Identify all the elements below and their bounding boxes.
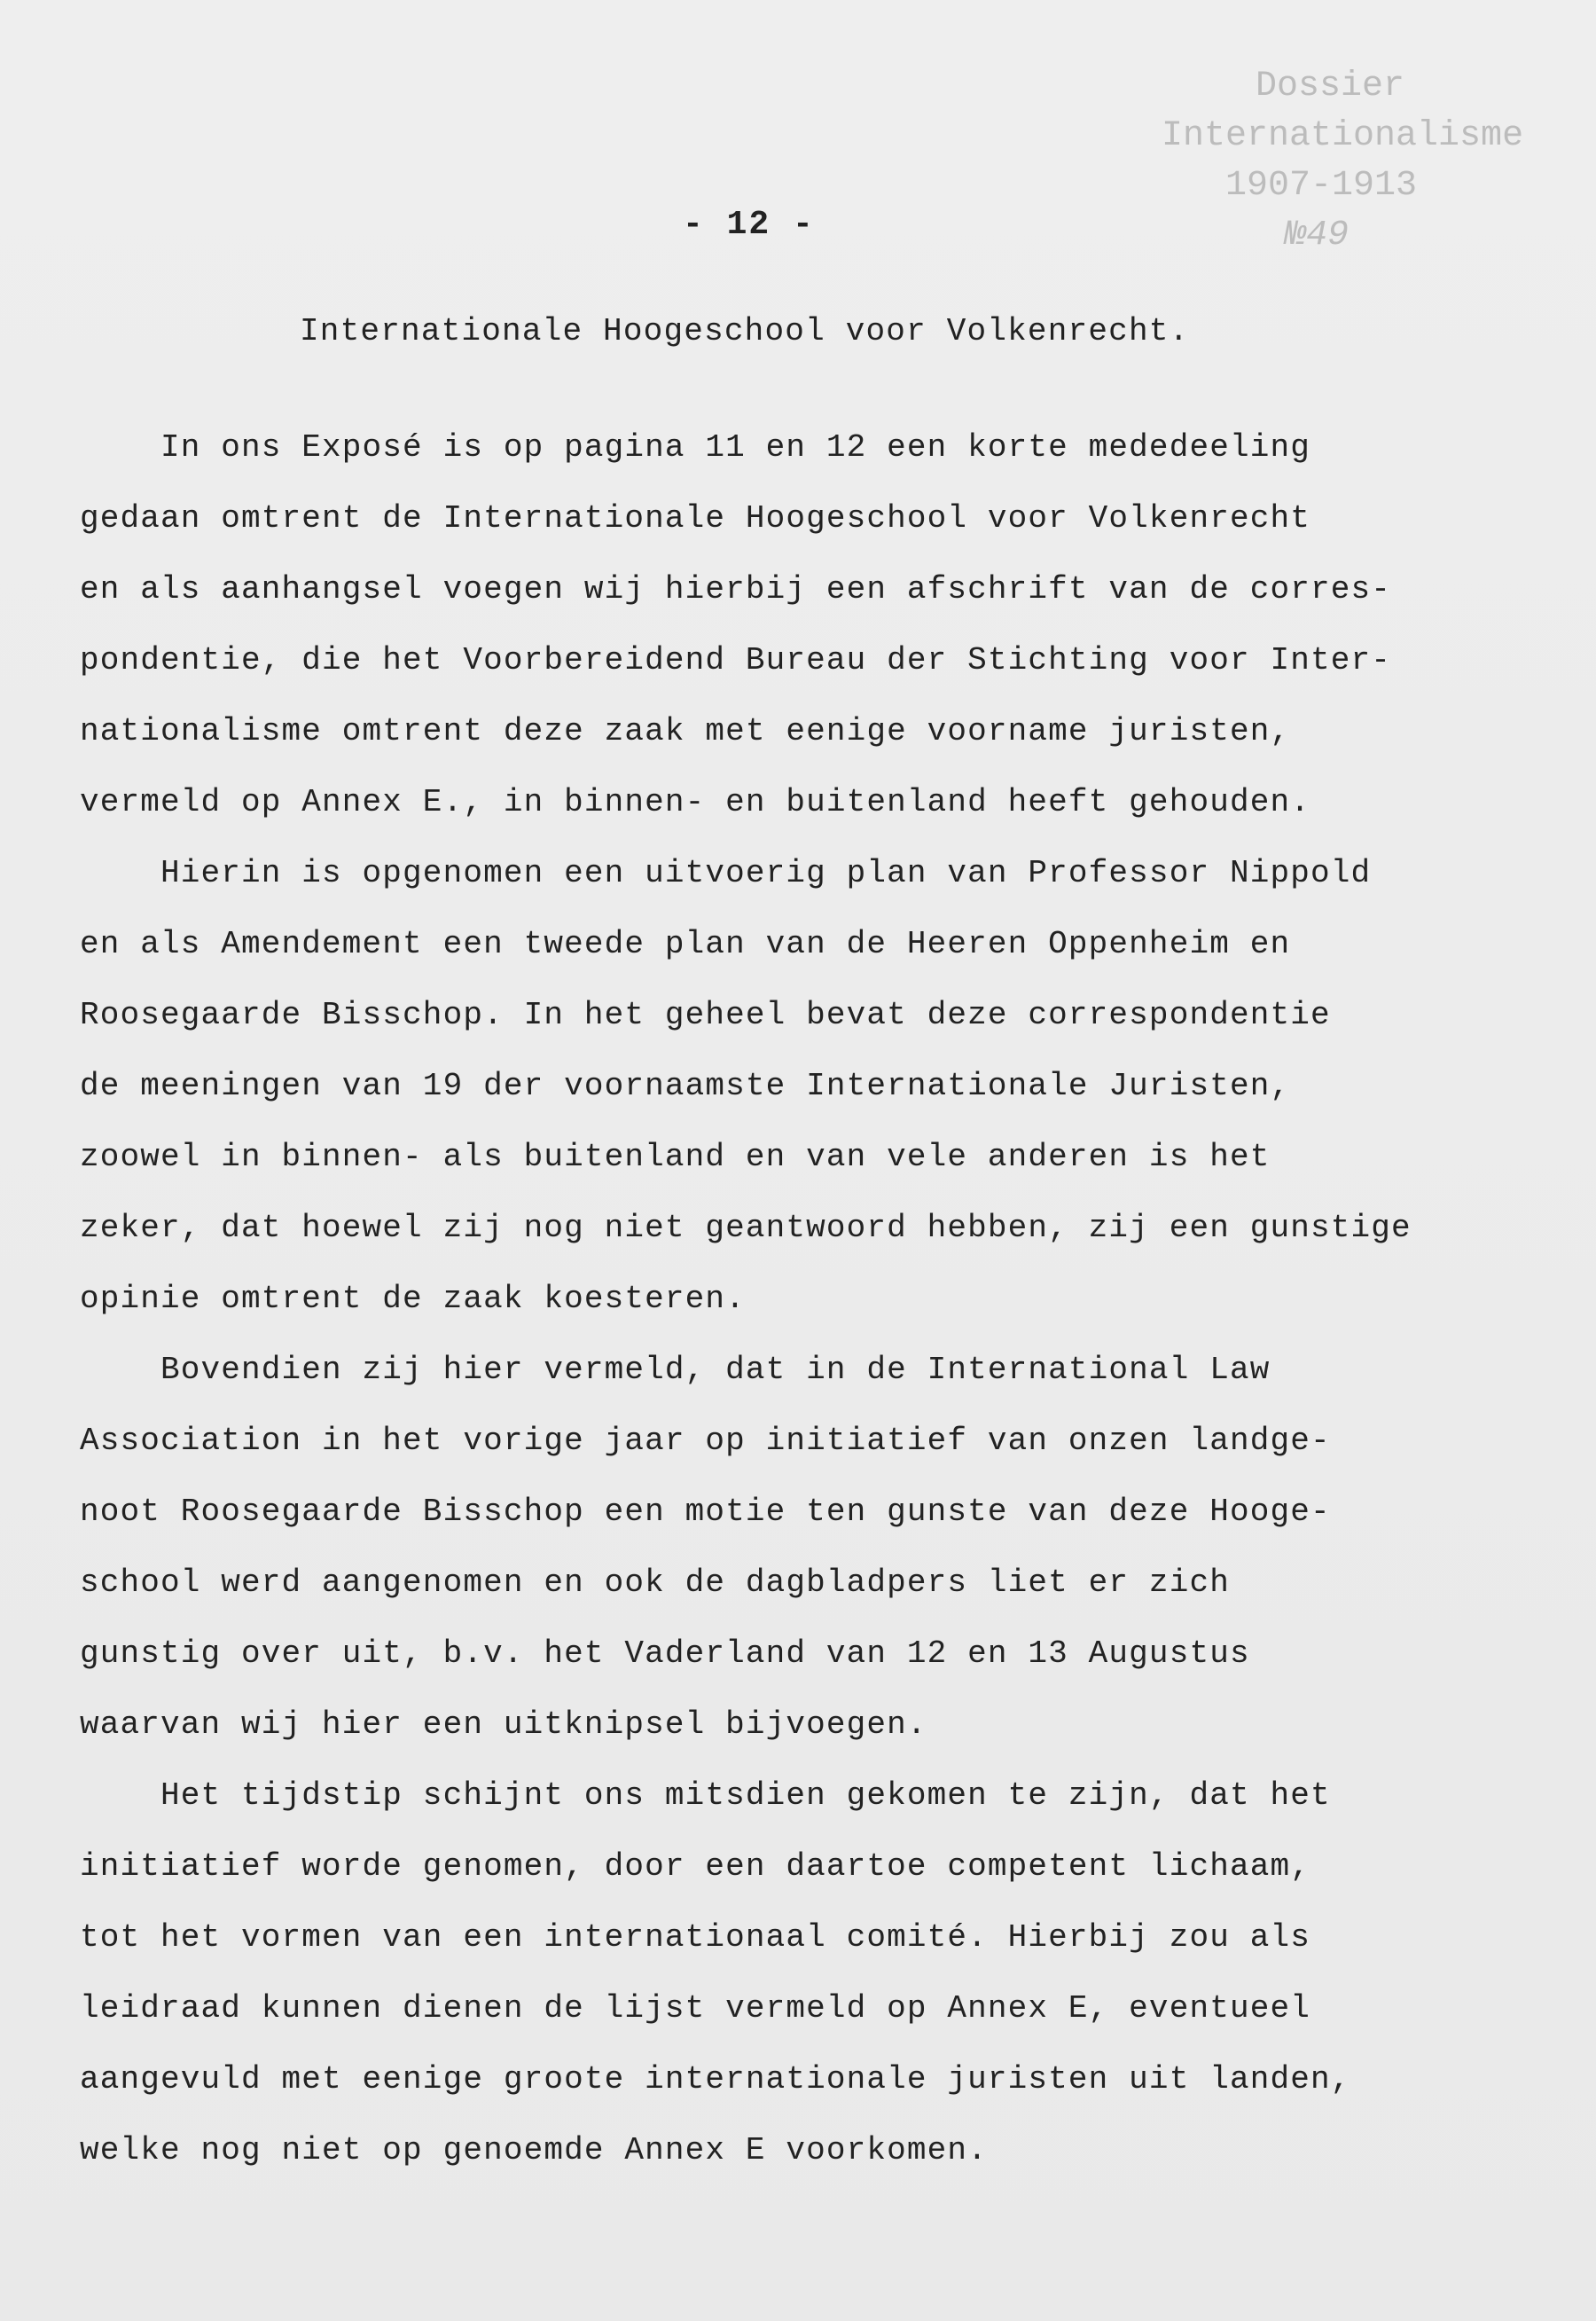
- stamp-line-number: №49: [1284, 216, 1349, 255]
- text-line: en als aanhangsel voegen wij hierbij een afschrift van de corres-: [80, 571, 1391, 608]
- text-line: initiatief worde genomen, door een daartoe competent lichaam,: [80, 1848, 1310, 1885]
- text-line: welke nog niet op genoemde Annex E voorkomen.: [80, 2132, 988, 2168]
- stamp-line-dossier: Dossier: [1255, 67, 1405, 106]
- paragraph-3: [80, 1335, 1498, 1760]
- text-line: pondentie, die het Voorbereidend Bureau der Stichting voor Inter-: [80, 642, 1391, 678]
- text-line: opinie omtrent de zaak koesteren.: [80, 1281, 746, 1317]
- text-line: en als Amendement een tweede plan van de Heeren Oppenheim en: [80, 926, 1291, 962]
- text-line: gedaan omtrent de Internationale Hoogeschool voor Volkenrecht: [80, 500, 1310, 537]
- text-line: aangevuld met eenige groote internationale juristen uit landen,: [80, 2061, 1351, 2098]
- text-line: school werd aangenomen en ook de dagbladpers liet er zich: [80, 1564, 1230, 1601]
- text-line: Roosegaarde Bisschop. In het geheel bevat deze correspondentie: [80, 997, 1331, 1033]
- text-line: de meeningen van 19 der voornaamste Internationale Juristen,: [80, 1068, 1291, 1104]
- text-line: Association in het vorige jaar op initiatief van onzen landge-: [80, 1423, 1331, 1459]
- text-line: Hierin is opgenomen een uitvoerig plan van Professor Nippold: [80, 855, 1372, 891]
- text-line: gunstig over uit, b.v. het Vaderland van 12 en 13 Augustus: [80, 1635, 1250, 1672]
- text-line: nationalisme omtrent deze zaak met eenige voorname juristen,: [80, 713, 1291, 749]
- text-line: leidraad kunnen dienen de lijst vermeld op Annex E, eventueel: [80, 1990, 1310, 2027]
- stamp-line-collection: Internationalisme: [1162, 116, 1524, 156]
- paragraph-4: [80, 1760, 1498, 2186]
- archive-stamp: [1126, 62, 1524, 261]
- text-line: In ons Exposé is op pagina 11 en 12 een korte mededeeling: [80, 429, 1310, 466]
- paragraph-2: [80, 838, 1498, 1335]
- text-line: vermeld op Annex E., in binnen- en buitenland heeft gehouden.: [80, 784, 1310, 820]
- text-line: zeker, dat hoewel zij nog niet geantwoord hebben, zij een gunstige: [80, 1210, 1412, 1246]
- text-line: zoowel in binnen- als buitenland en van vele anderen is het: [80, 1139, 1271, 1175]
- text-line: waarvan wij hier een uitknipsel bijvoegen.: [80, 1706, 927, 1743]
- text-line: Bovendien zij hier vermeld, dat in de International Law: [80, 1352, 1271, 1388]
- paragraph-1: [80, 412, 1498, 838]
- text-line: noot Roosegaarde Bisschop een motie ten gunste van deze Hooge-: [80, 1494, 1331, 1530]
- page-number: - 12 -: [683, 206, 815, 244]
- text-line: tot het vormen van een internationaal comité. Hierbij zou als: [80, 1919, 1310, 1956]
- body-text: [80, 412, 1498, 2186]
- document-title: Internationale Hoogeschool voor Volkenrecht.: [300, 313, 1190, 349]
- text-line: Het tijdstip schijnt ons mitsdien gekomen te zijn, dat het: [80, 1777, 1331, 1814]
- stamp-line-years: 1907-1913: [1224, 166, 1418, 206]
